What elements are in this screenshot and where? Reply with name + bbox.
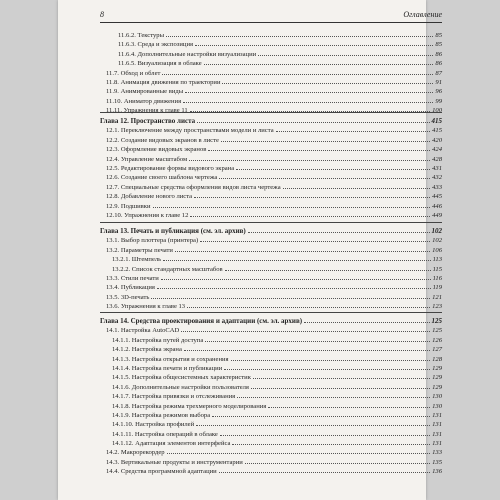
toc-entry-page: 121 <box>432 293 442 301</box>
toc-entry-title: 13.2.1. Штемпель <box>112 256 162 264</box>
toc-entry[interactable] <box>100 235 442 244</box>
toc-entry-title: 12.10. Упражнения к главе 12 <box>106 211 189 219</box>
dot-leader <box>212 410 430 417</box>
toc-entry[interactable] <box>100 410 442 419</box>
toc-entry[interactable] <box>100 264 442 273</box>
toc-entry-title: 12.6. Создание своего шаблона чертежа <box>106 174 218 182</box>
toc-entry-page: 106 <box>432 246 442 254</box>
toc-entry-title: 14.2. Макрорекордер <box>106 449 165 457</box>
dot-leader <box>236 163 430 170</box>
dot-leader <box>232 438 430 445</box>
toc-entry[interactable] <box>100 154 442 163</box>
toc-entry-title: 14.1.7. Настройка привязки и отслеживания <box>112 393 236 401</box>
dot-leader <box>200 235 430 242</box>
toc-entry-page: 415 <box>432 127 442 135</box>
dot-leader <box>184 344 430 351</box>
toc-entry-page: 136 <box>432 468 442 476</box>
dot-leader <box>283 182 430 189</box>
toc-chapter-entry[interactable] <box>100 316 442 325</box>
toc-entry[interactable] <box>100 125 442 134</box>
toc-entry-title: 13.5. 3D-печать <box>106 293 150 301</box>
toc-entry-page: 415 <box>431 117 442 125</box>
dot-leader <box>221 135 430 142</box>
toc-entry-title: 14.1.12. Адаптация элементов интерфейса <box>112 440 231 448</box>
toc-entry-page: 86 <box>435 60 442 68</box>
dot-leader <box>151 292 430 299</box>
toc-entry[interactable] <box>100 245 442 254</box>
toc-chapter-entry[interactable] <box>100 116 442 125</box>
toc-entry-title: 11.7. Обход и облет <box>106 69 161 77</box>
toc-entry[interactable] <box>100 447 442 456</box>
toc-entry-title: 13.2. Параметры печати <box>106 246 173 254</box>
toc-entry-title: 14.1. Настройка AutoCAD <box>106 327 180 335</box>
dot-leader <box>268 401 430 408</box>
dot-leader <box>175 245 430 252</box>
dot-leader <box>157 282 431 289</box>
toc-entry-title: 14.1.2. Настройка экрана <box>112 346 182 354</box>
toc-chapter-entry[interactable] <box>100 226 442 235</box>
dot-leader <box>162 68 433 75</box>
toc-entry-page: 100 <box>432 107 442 115</box>
toc-entry[interactable] <box>100 30 442 39</box>
toc-entry[interactable] <box>100 325 442 334</box>
toc-entry[interactable] <box>100 438 442 447</box>
toc-entry-title: 13.4. Публикация <box>106 284 155 292</box>
toc-entry[interactable] <box>100 96 442 105</box>
toc-entry[interactable] <box>100 254 442 263</box>
dot-leader <box>231 354 431 361</box>
toc-entry-page: 133 <box>432 449 442 457</box>
chapter-divider <box>100 222 442 223</box>
toc-entry-page: 135 <box>432 458 442 466</box>
toc-entry-title: 12.5. Редактирование формы видового экрана <box>106 164 235 172</box>
toc-entry-title: Глава 13. Печать и публикация (см. эл. архив) <box>100 227 246 235</box>
toc-entry[interactable] <box>100 382 442 391</box>
toc-entry[interactable] <box>100 135 442 144</box>
toc-entry[interactable] <box>100 163 442 172</box>
dot-leader <box>195 39 433 46</box>
dot-leader <box>225 264 431 271</box>
dot-leader <box>185 86 433 93</box>
toc-entry-title: 11.9. Анимированные виды <box>106 88 184 96</box>
toc-entry-page: 123 <box>432 303 442 311</box>
toc-entry-page: 431 <box>432 164 442 172</box>
dot-leader <box>245 457 430 464</box>
running-header <box>100 10 442 23</box>
toc-entry[interactable] <box>100 335 442 344</box>
toc-entry-page: 445 <box>432 193 442 201</box>
dot-leader <box>208 144 430 151</box>
dot-leader <box>190 210 430 217</box>
dot-leader <box>304 316 429 323</box>
dot-leader <box>189 154 430 161</box>
toc-entry-title: 11.6.4. Дополнительные настройки визуализации <box>118 50 257 58</box>
toc-entry-page: 113 <box>432 256 442 264</box>
toc-entry-page: 99 <box>435 97 442 105</box>
toc-entry-page: 85 <box>435 41 442 49</box>
toc-entry[interactable] <box>100 363 442 372</box>
toc-entry[interactable] <box>100 292 442 301</box>
dot-leader <box>187 301 430 308</box>
toc-entry-page: 446 <box>432 202 442 210</box>
toc-entry-title: 14.1.8. Настройка режима трехмерного моделирования <box>112 402 267 410</box>
toc-entry-page: 87 <box>435 69 442 77</box>
dot-leader <box>251 382 430 389</box>
page-number: 8 <box>100 10 104 19</box>
toc-entry[interactable] <box>100 191 442 200</box>
toc-entry-title: Глава 12. Пространство листа <box>100 117 196 125</box>
dot-leader <box>161 273 431 280</box>
toc-entry-title: 14.1.10. Настройка профилей <box>112 421 195 429</box>
toc-entry[interactable] <box>100 49 442 58</box>
book-page <box>58 0 442 500</box>
toc-entry-title: 12.4. Управление масштабом <box>106 155 188 163</box>
dot-leader <box>222 77 433 84</box>
dot-leader <box>204 58 434 65</box>
toc-entry[interactable] <box>100 282 442 291</box>
toc-entry-page: 131 <box>432 430 442 438</box>
toc-entry-page: 432 <box>432 174 442 182</box>
toc-entry-page: 424 <box>432 146 442 154</box>
toc-entry-title: 13.2.2. Список стандартных масштабов <box>112 265 223 273</box>
toc-entry-page: 102 <box>431 227 442 235</box>
toc-entry-title: 13.6. Упражнения к главе 13 <box>106 303 186 311</box>
toc-entry-page: 127 <box>432 346 442 354</box>
dot-leader <box>163 254 430 261</box>
toc-entry[interactable] <box>100 344 442 353</box>
toc-block <box>100 316 442 476</box>
toc-entry-page: 85 <box>435 32 442 39</box>
toc-entry-page: 129 <box>432 374 442 382</box>
toc-entry[interactable] <box>100 172 442 181</box>
toc-entry-page: 433 <box>432 183 442 191</box>
toc-entry-page: 131 <box>432 440 442 448</box>
dot-leader <box>219 172 430 179</box>
toc-entry[interactable] <box>100 372 442 381</box>
dot-leader <box>167 447 431 454</box>
dot-leader <box>237 391 430 398</box>
toc-entry[interactable] <box>100 77 442 86</box>
toc-entry-title: 14.1.11. Настройка операций в облаке <box>112 430 218 438</box>
toc-entry-page: 129 <box>432 383 442 391</box>
toc-entry-page: 428 <box>432 155 442 163</box>
dot-leader <box>276 125 430 132</box>
toc-entry[interactable] <box>100 391 442 400</box>
toc-entry[interactable] <box>100 354 442 363</box>
toc-entry[interactable] <box>100 39 442 48</box>
dot-leader <box>190 105 430 112</box>
toc-entry[interactable] <box>100 210 442 219</box>
toc-entry-page: 131 <box>432 421 442 429</box>
toc-entry-title: 14.1.5. Настройка общесистемных характеристик <box>112 374 251 382</box>
toc-entry-title: 11.6.3. Среда и экспозиция <box>118 41 194 49</box>
dot-leader <box>196 419 430 426</box>
toc-entry-page: 96 <box>435 88 442 96</box>
toc-block <box>100 226 442 311</box>
dot-leader <box>219 466 430 473</box>
toc-entry-page: 130 <box>432 393 442 401</box>
toc-entry-title: 12.8. Добавление нового листа <box>106 193 193 201</box>
toc-entry[interactable] <box>100 144 442 153</box>
toc-entry-page: 131 <box>432 411 442 419</box>
toc-block <box>100 116 442 219</box>
toc-entry-title: 12.7. Специальные средства оформления видов листа чертежа <box>106 183 281 191</box>
dot-leader <box>224 363 430 370</box>
toc-entry[interactable] <box>100 401 442 410</box>
toc-entry-page: 420 <box>432 136 442 144</box>
dot-leader <box>220 429 430 436</box>
toc-entry[interactable] <box>100 201 442 210</box>
toc-entry[interactable] <box>100 429 442 438</box>
toc-entry-page: 91 <box>435 78 442 86</box>
dot-leader <box>183 96 433 103</box>
toc-entry-page: 115 <box>432 265 442 273</box>
toc-entry-title: 14.1.1. Настройка путей доступа <box>112 336 204 344</box>
toc-entry-page: 102 <box>432 237 442 245</box>
toc-entry[interactable] <box>100 182 442 191</box>
toc-entry-page: 449 <box>432 211 442 219</box>
toc-entry-title: 12.2. Создание видовых экранов в листе <box>106 136 219 144</box>
toc-entry[interactable] <box>100 86 442 95</box>
toc-entry-title: 14.1.4. Настройка печати и публикации <box>112 364 223 372</box>
toc-entry-title: 11.11. Упражнения к главе 11 <box>106 107 188 115</box>
toc-entry-page: 126 <box>432 336 442 344</box>
toc-entry[interactable] <box>100 273 442 282</box>
dot-leader <box>153 201 431 208</box>
toc-entry-page: 116 <box>432 274 442 282</box>
toc-entry-page: 129 <box>432 364 442 372</box>
dot-leader <box>197 116 429 123</box>
dot-leader <box>205 335 430 342</box>
toc-entry-title: 14.1.9. Настройка режимов выбора <box>112 411 211 419</box>
toc-entry-title: 11.8. Анимация движения по траектории <box>106 78 221 86</box>
toc-entry[interactable] <box>100 419 442 428</box>
dot-leader <box>194 191 430 198</box>
dot-leader <box>258 49 433 56</box>
toc-block <box>100 30 442 115</box>
running-title: Оглавление <box>403 10 442 19</box>
toc-entry-title: 11.6.5. Визуализация в облаке <box>118 60 202 68</box>
toc-entry-page: 119 <box>432 284 442 292</box>
toc-entry-title: 12.9. Подшивки <box>106 202 151 210</box>
toc-entry-title: 14.4. Средства программной адаптации <box>106 468 217 476</box>
dot-leader <box>181 325 430 332</box>
toc-entry-title: Глава 14. Средства проектирования и адаптации (см. эл. архив) <box>100 317 303 325</box>
dot-leader <box>253 372 430 379</box>
dot-leader <box>248 226 430 233</box>
toc-entry-title: 13.1. Выбор плоттера (принтера) <box>106 237 199 245</box>
toc-entry[interactable] <box>100 466 442 475</box>
toc-entry-page: 128 <box>432 355 442 363</box>
toc-entry-title: 14.3. Вертикальные продукты и инструментарии <box>106 458 243 466</box>
toc-entry-title: 14.1.6. Дополнительные настройки пользователя <box>112 383 249 391</box>
toc-entry-title: 14.1.3. Настройка открытия и сохранения <box>112 355 229 363</box>
toc-entry-page: 130 <box>432 402 442 410</box>
toc-entry-title: 11.10. Аниматор движения <box>106 97 182 105</box>
toc-entry-page: 86 <box>435 50 442 58</box>
chapter-divider <box>100 312 442 313</box>
toc-entry-page: 125 <box>432 327 442 335</box>
toc-entry-page: 125 <box>431 317 442 325</box>
toc-entry[interactable] <box>100 301 442 310</box>
toc-entry[interactable] <box>100 457 442 466</box>
toc-entry-title: 13.3. Стили печати <box>106 274 159 282</box>
toc-entry-title: 12.1. Переключение между пространствами модели и листа <box>106 127 274 135</box>
dot-leader <box>166 30 433 37</box>
toc-entry-title: 11.6.2. Текстуры <box>118 32 165 39</box>
toc-entry[interactable] <box>100 105 442 114</box>
toc-entry[interactable] <box>100 68 442 77</box>
toc-entry[interactable] <box>100 58 442 67</box>
toc-entry-title: 12.3. Оформление видовых экранов <box>106 146 207 154</box>
